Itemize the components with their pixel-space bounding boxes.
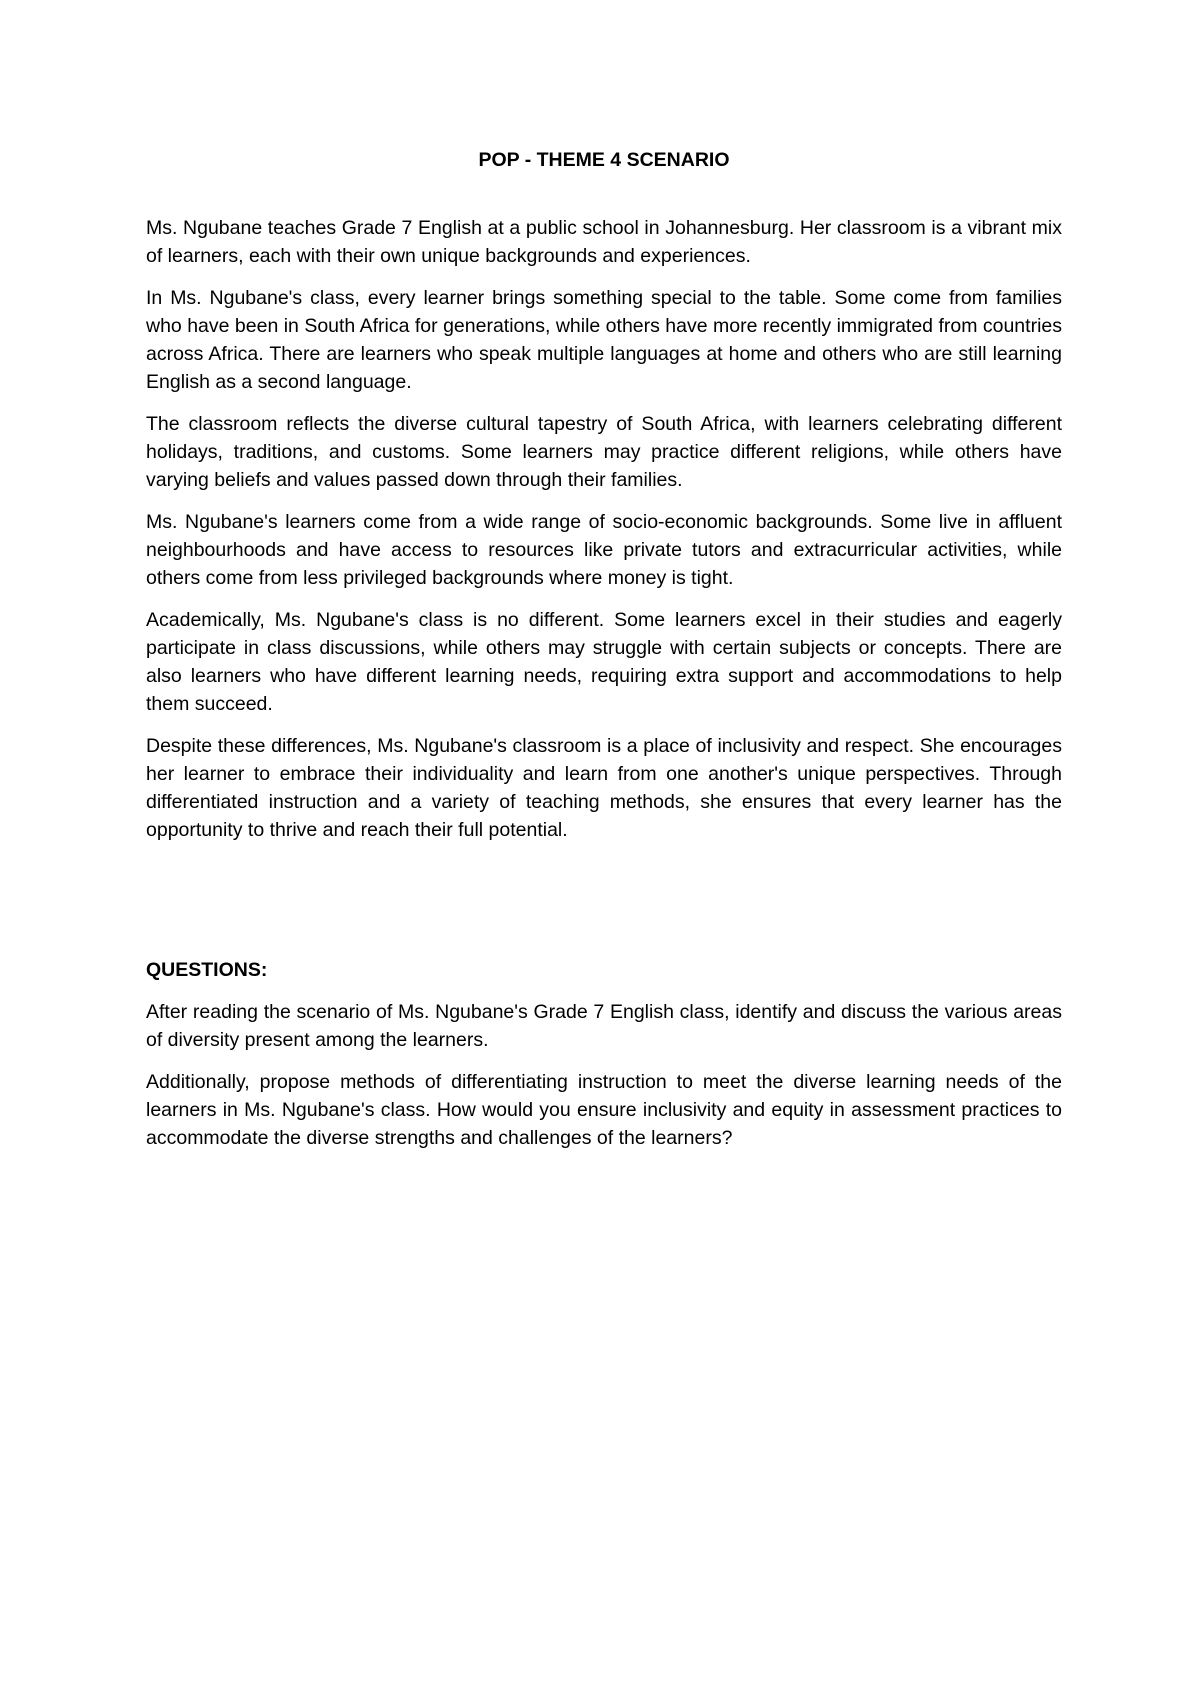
- question-paragraph-1: After reading the scenario of Ms. Ngubane's Grade 7 English class, identify and discuss the various areas of diversity present among the learners.: [146, 1001, 1062, 1051]
- questions-heading: QUESTIONS:: [146, 959, 268, 981]
- scenario-paragraph-4: Ms. Ngubane's learners come from a wide range of socio-economic backgrounds. Some live in affluent neighbourhoods and have access to resources like private tutors and extracurricular activities, while others come from less privileged backgrounds where money is tight.: [146, 511, 1062, 589]
- scenario-paragraph-2: In Ms. Ngubane's class, every learner brings something special to the table. Some come from families who have been in South Africa for generations, while others have more recently immigrated from countries across Africa. There are learners who speak multiple languages at home and others who are still learning English as a second language.: [146, 287, 1062, 393]
- scenario-paragraph-3: The classroom reflects the diverse cultural tapestry of South Africa, with learners celebrating different holidays, traditions, and customs. Some learners may practice different religions, while others have varying beliefs and values passed down through their families.: [146, 413, 1062, 491]
- scenario-paragraph-5: Academically, Ms. Ngubane's class is no different. Some learners excel in their studies and eagerly participate in class discussions, while others may struggle with certain subjects or concepts. There are also learners who have different learning needs, requiring extra support and accommodations to help them succeed.: [146, 609, 1062, 715]
- document-title: POP - THEME 4 SCENARIO: [478, 149, 730, 171]
- question-paragraph-2: Additionally, propose methods of differentiating instruction to meet the diverse learning needs of the learners in Ms. Ngubane's class. How would you ensure inclusivity and equity in assessment practices to accommodate the diverse strengths and challenges of the learners?: [146, 1071, 1062, 1149]
- scenario-paragraph-6: Despite these differences, Ms. Ngubane's classroom is a place of inclusivity and respect. She encourages her learner to embrace their individuality and learn from one another's unique perspectives. Through differentiated instruction and a variety of teaching methods, she ensures that every learner has the opportunity to thrive and reach their full potential.: [146, 735, 1062, 841]
- document-body: [146, 146, 1062, 1166]
- scenario-paragraph-1: Ms. Ngubane teaches Grade 7 English at a public school in Johannesburg. Her classroom is a vibrant mix of learners, each with their own unique backgrounds and experiences.: [146, 217, 1062, 267]
